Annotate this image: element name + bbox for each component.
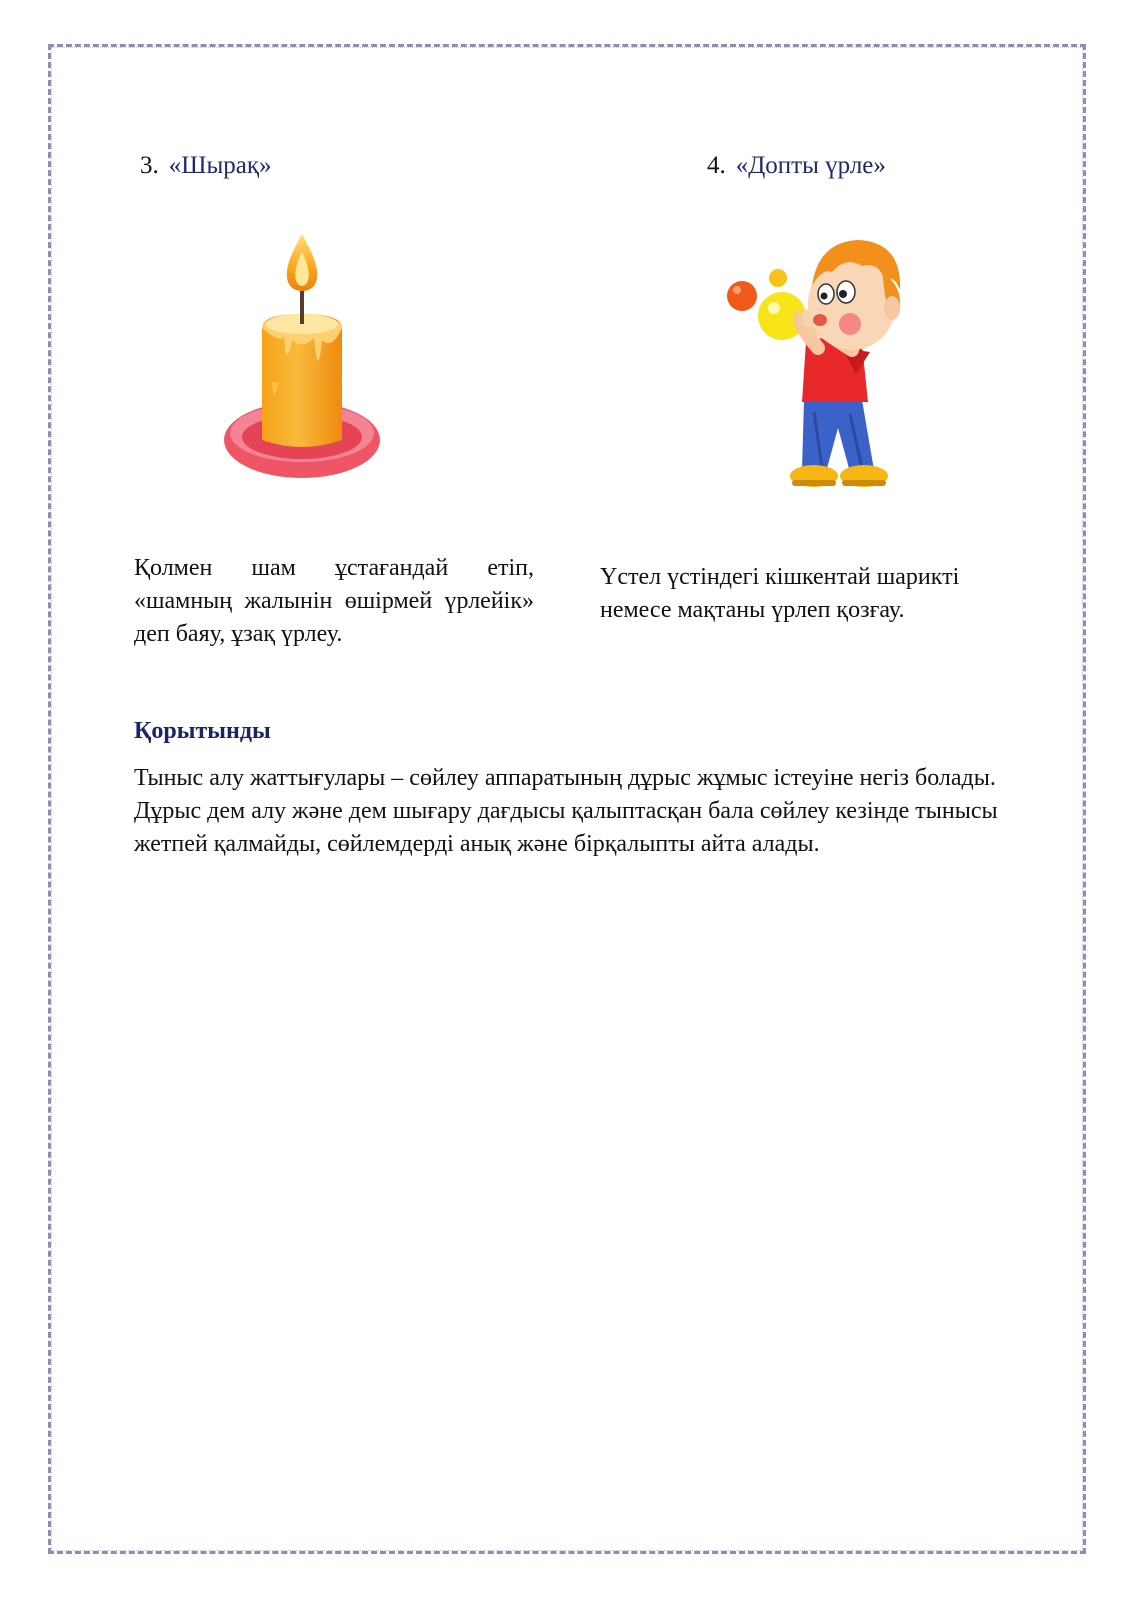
- conclusion-text: Тыныс алу жаттығулары – сөйлеу аппаратының дұрыс жұмыс істеуіне негіз болады. Дұрыс дем алу және дем шығару дағдысы қалыптасқан бала сөйлеу кезінде тынысы жетпей қалмайды, сөйлемдерді анық және бірқалыпты айта алады.: [134, 765, 998, 857]
- boy-blowing-balloon-illustration: [722, 232, 912, 494]
- exercise-4-number: 4.: [707, 152, 726, 179]
- exercise-4-title: [707, 150, 886, 182]
- candle-icon: [222, 232, 384, 482]
- exercise-4-name: «Допты үрле»: [735, 152, 886, 179]
- exercise-4-description: Үстел үстіндегі кішкентай шарикті немесе мақтаны үрлеп қозғау.: [600, 564, 960, 623]
- exercise-3-title: [140, 150, 272, 182]
- exercise-3-description: Қолмен шам ұстағандай етіп, «шамның жалынін өшірмей үрлейік» деп баяу, ұзақ үрлеу.: [134, 555, 534, 647]
- exercise-3-number: 3.: [140, 152, 159, 179]
- exercise-3-name: «Шырақ»: [168, 152, 272, 179]
- conclusion-heading: Қорытынды: [134, 718, 271, 744]
